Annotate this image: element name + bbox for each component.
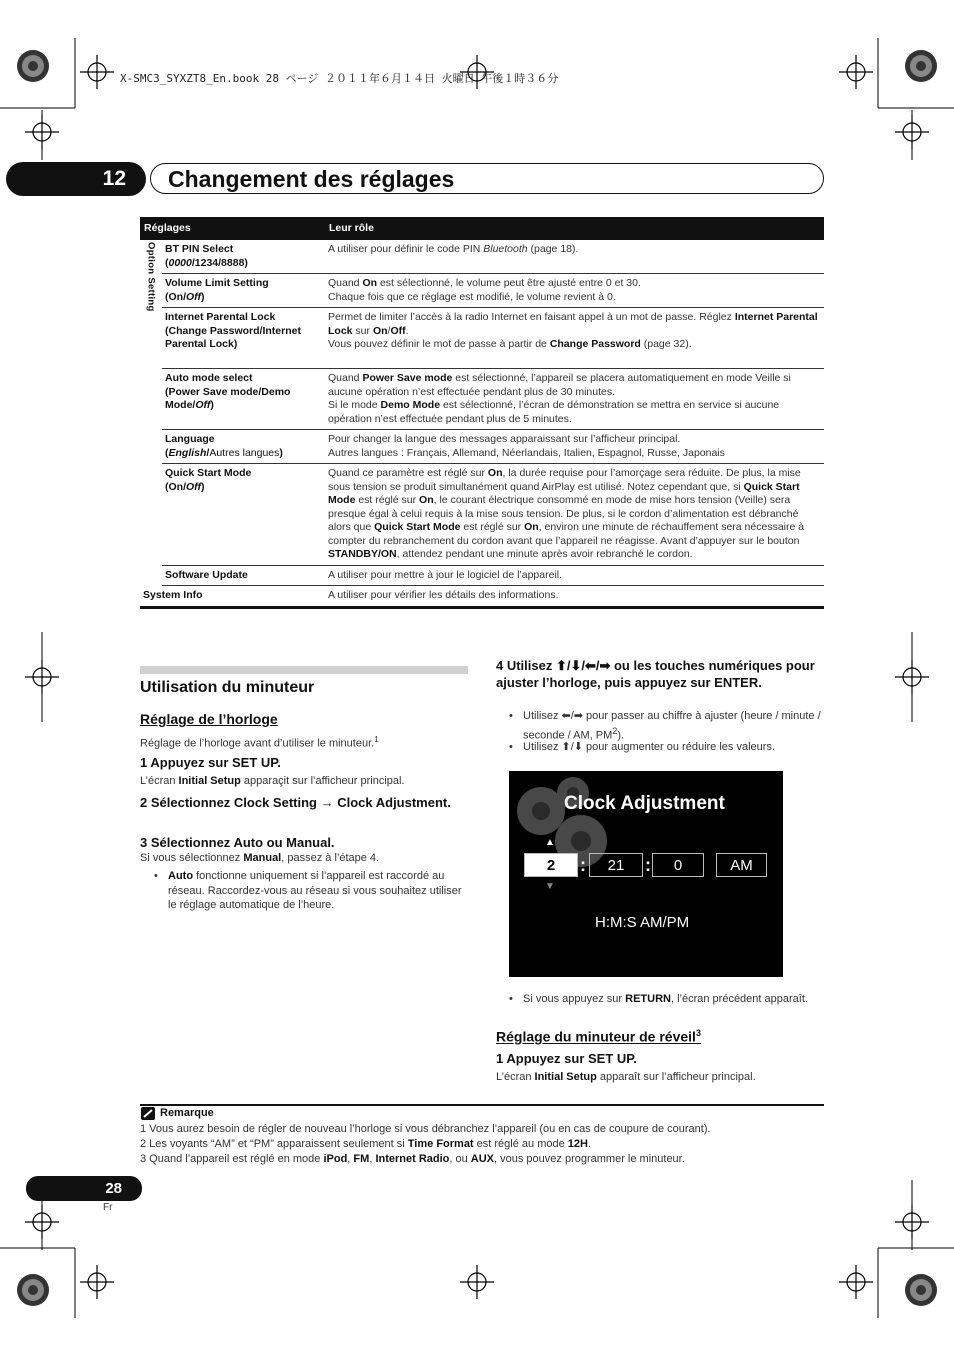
- page-number: 28: [26, 1176, 142, 1201]
- time-format-label: H:M:S AM/PM: [595, 914, 690, 931]
- clock-intro: Réglage de l’horloge avant d’utiliser le minuteur.$^1$: [140, 735, 379, 750]
- step-3-left: 3 Sélectionnez Auto ou Manual.: [140, 835, 335, 850]
- section-bar: [140, 666, 468, 674]
- note-pencil-icon: [141, 1107, 155, 1120]
- setting-name: Software Update: [162, 565, 325, 586]
- note-item: 2 Les voyants “AM” et “PM” apparaissent seulement si Time Format est réglé au mode 12H.: [140, 1138, 592, 1150]
- setting-description: Permet de limiter l’accès à la radio Internet en faisant appel à un mot de passe. Réglez Internet Parental Lock sur On/Off. Vous pouvez définir le mot de passe à partir de Change Password (page 32).: [325, 308, 824, 369]
- second-field[interactable]: 0: [652, 853, 704, 877]
- setting-name: BT PIN Select (0000/1234/8888): [162, 240, 325, 274]
- table-row: [140, 240, 824, 274]
- table-row: [140, 274, 824, 308]
- book-header: X-SMC3_SYXZT8_En.book 28 ページ ２０１１年６月１４日 火曜日 午後１時３６分: [120, 72, 559, 85]
- table-row: [140, 369, 824, 430]
- step-2-left: 2 Sélectionnez Clock Setting → Clock Adjustment.: [140, 795, 451, 810]
- table-row: [140, 565, 824, 586]
- setting-name: Language (English/Autres langues): [162, 430, 325, 464]
- ampm-field[interactable]: AM: [716, 853, 767, 877]
- setting-description: A utiliser pour vérifier les détails des informations.: [325, 586, 824, 608]
- table-row: [140, 586, 824, 608]
- step-4-bullet-1: • Utilisez ⬅/➡ pour passer au chiffre à ajuster (heure / minute / seconde / AM, $PM^2$).: [523, 709, 823, 743]
- step-4-right: 4 Utilisez ⬆/⬇/⬅/➡ ou les touches numériques pour ajuster l’horloge, puis appuyez sur ENTER.: [496, 658, 815, 690]
- step-1-left-body: L’écran Initial Setup apparaçit sur l’afficheur principal.: [140, 775, 405, 787]
- table-row: [140, 308, 824, 369]
- time-separator: :: [580, 855, 586, 875]
- note-divider: [140, 1104, 824, 1106]
- minute-field[interactable]: 21: [589, 853, 643, 877]
- step-1-left: 1 Appuyez sur SET UP.: [140, 755, 281, 770]
- setting-name: System Info: [140, 586, 325, 608]
- subsection-title-clock: Réglage de l’horloge: [140, 711, 278, 727]
- subsection-title-wakeup: Réglage du minuteur de réveil$^3$: [496, 1028, 701, 1045]
- setting-name: Quick Start Mode (On/Off): [162, 464, 325, 566]
- page-lang: Fr: [103, 1202, 113, 1213]
- setting-description: Quand On est sélectionné, le volume peut être ajusté entre 0 et 30. Chaque fois que ce réglage est modifié, le volume revient à 0.: [325, 274, 824, 308]
- step-3-bullet: • Auto fonctionne uniquement si l’appareil est raccordé au réseau. Raccordez-vous au réseau si vous souhaitez utiliser le réglage automatique de l’heure.: [168, 869, 468, 913]
- setting-name: Auto mode select (Power Save mode/Demo Mode/Off): [162, 369, 325, 430]
- hour-field[interactable]: 2: [524, 853, 578, 877]
- table-row: [140, 464, 824, 566]
- step-4-bullet-2: • Utilisez ⬆/⬇ pour augmenter ou réduire les valeurs.: [523, 740, 823, 755]
- table-header-role: Leur rôle: [325, 217, 824, 240]
- setting-name: Volume Limit Setting (On/Off): [162, 274, 325, 308]
- setting-description: Quand Power Save mode est sélectionné, l’appareil se placera automatiquement en mode Veille si aucune opération n’est effectuée pendant plus de 30 minutes. Si le mode Demo Mode est sélectionné, l’écran de démonstration se mettra en service si aucune opération n’est effectuée pendant plus de 5 minutes.: [325, 369, 824, 430]
- chapter-title: Changement des réglages: [168, 166, 455, 192]
- note-item: 3 Quand l’appareil est réglé en mode iPod, FM, Internet Radio, ou AUX, vous pouvez programmer le minuteur.: [140, 1153, 685, 1165]
- note-title: Remarque: [160, 1107, 214, 1119]
- down-arrow-icon: ▼: [545, 881, 555, 892]
- setting-description: A utiliser pour mettre à jour le logiciel de l’appareil.: [325, 565, 824, 586]
- time-separator: :: [645, 855, 651, 875]
- side-label-text: Option Setting: [145, 242, 157, 312]
- setting-name: Internet Parental Lock (Change Password/Internet Parental Lock): [162, 308, 325, 369]
- option-setting-label: [140, 240, 162, 586]
- return-bullet: • Si vous appuyez sur RETURN, l’écran précédent apparaît.: [523, 992, 823, 1007]
- table-header-settings: Réglages: [140, 217, 325, 240]
- chapter-number: 12: [6, 162, 146, 196]
- clock-adjustment-screen: [509, 771, 783, 977]
- section-title: Utilisation du minuteur: [140, 679, 315, 696]
- table-row: [140, 430, 824, 464]
- settings-table: [140, 217, 824, 609]
- step-1-right-body: L’écran Initial Setup apparaît sur l’afficheur principal.: [496, 1071, 756, 1083]
- up-arrow-icon: ▲: [545, 837, 555, 848]
- step-3-left-body: Si vous sélectionnez Manual, passez à l’étape 4.: [140, 852, 380, 864]
- setting-description: Quand ce paramètre est réglé sur On, la durée requise pour l’amorçage sera réduite. De plus, la mise sous tension se produit simultanément quand AirPlay est utilisé. Notez cependant que, si Quick Start Mode est réglé sur On, le courant électrique consommé en mode de mise hors tension (Veille) sera presque égal à celui requis à la mise sous tension. De plus, si le cordon d’alimentation est débranché alors que Quick Start Mode est réglé sur On, environ une minute de réchauffement sera nécessaire à compter du rebranchement du cordon avant que l’appareil ne réagisse. Avant d’appuyer sur le bouton STANDBY/ON, attendez pendant une minute après avoir rebranché le cordon.: [325, 464, 824, 566]
- screen-title: Clock Adjustment: [564, 793, 725, 814]
- setting-description: Pour changer la langue des messages apparaissant sur l’afficheur principal. Autres langues : Français, Allemand, Néerlandais, Italien, Espagnol, Russe, Japonais: [325, 430, 824, 464]
- step-1-right: 1 Appuyez sur SET UP.: [496, 1051, 637, 1066]
- setting-description: A utiliser pour définir le code PIN Bluetooth (page 18).: [325, 240, 824, 274]
- note-item: 1 Vous aurez besoin de régler de nouveau l’horloge si vous débranchez l’appareil (ou en cas de coupure de courant).: [140, 1123, 711, 1135]
